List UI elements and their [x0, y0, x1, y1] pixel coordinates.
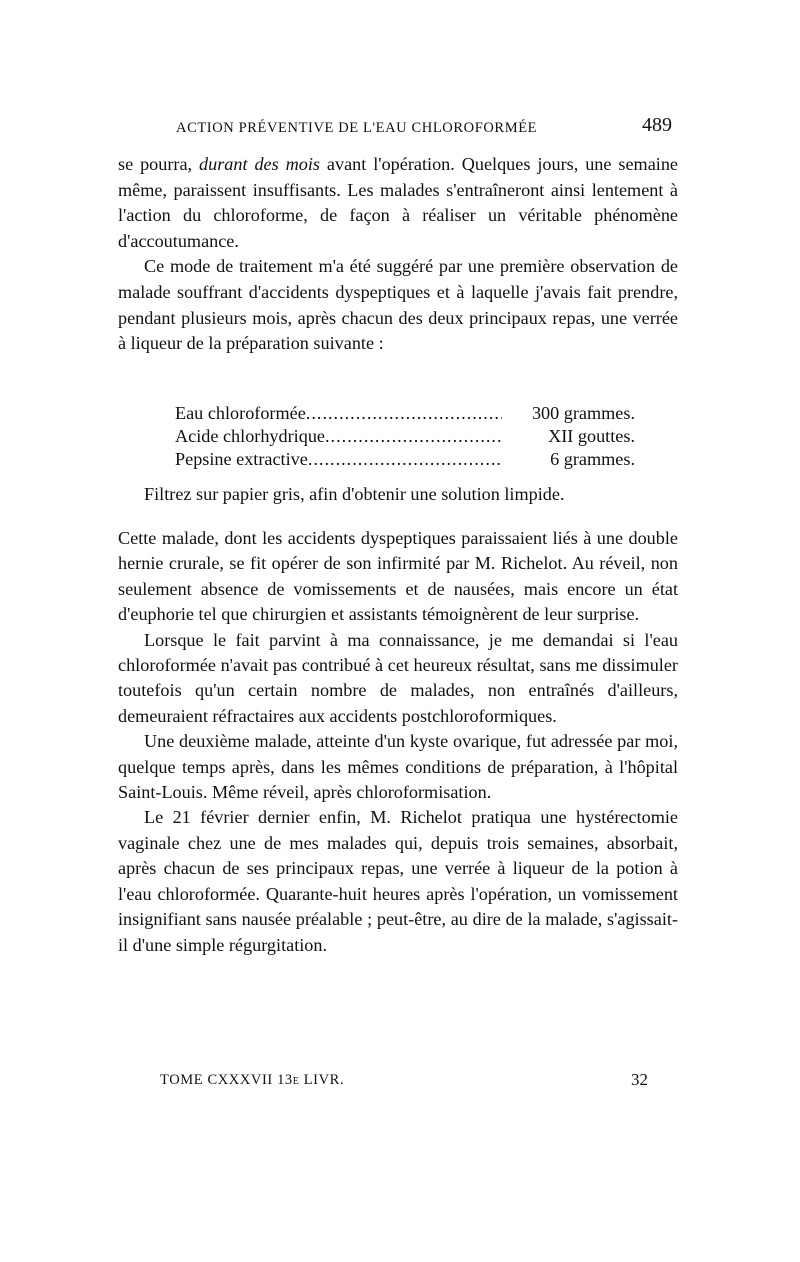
- leader-dots: [306, 402, 502, 425]
- prescription-item: [175, 425, 635, 448]
- paragraph: Cette malade, dont les accidents dyspeptiques paraissaient liés à une double hernie crurale, se fit opérer de son infirmité par M. Richelot. Au réveil, non seulement absence de vomissements et de nausées, mais encore un état d'euphorie tel que chirurgien et assistants témoignèrent de leur surprise.: [118, 528, 678, 625]
- running-title: ACTION PRÉVENTIVE DE L'EAU CHLOROFORMÉE: [176, 120, 538, 136]
- sheet-number: 32: [631, 1070, 648, 1089]
- leader-dots: [308, 448, 502, 471]
- ingredient-quantity: XII gouttes.: [548, 426, 635, 446]
- page-number: 489: [642, 114, 672, 136]
- paragraph: Ce mode de traitement m'a été suggéré par une première observation de malade souffrant d'accidents dyspeptiques et à laquelle j'avais fait prendre, pendant plusieurs mois, après chacun des deux principaux repas, une verrée à liqueur de la préparation suivante :: [118, 256, 678, 354]
- ingredient-quantity: 300 grammes.: [531, 403, 635, 423]
- page-footer: [160, 1072, 660, 1096]
- paragraph: Le 21 février dernier enfin, M. Richelot pratiqua une hystérectomie vaginale chez une de mes malades qui, depuis trois semaines, absorbait, après chacun de ses principaux repas, une verrée à liqueur de la potion à l'eau chloroformée. Quarante-huit heures après l'opération, un vomissement insignifiant sans nausée préalable ; peut-être, au dire de la malade, s'agissait-il d'une simple régurgitation.: [118, 807, 678, 955]
- ingredient-quantity: 6 grammes.: [550, 449, 635, 469]
- paragraph: Une deuxième malade, atteinte d'un kyste ovarique, fut adressée par moi, quelque temps après, dans les mêmes conditions de préparation, à l'hôpital Saint-Louis. Même réveil, après chloroformisation.: [118, 731, 678, 803]
- paragraph: Lorsque le fait parvint à ma connaissance, je me demandai si l'eau chloroformée n'avait pas contribué à cet heureux résultat, sans me dissimuler toutefois qu'un certain nombre de malades, non entraînés d'ailleurs, demeuraient réfractaires aux accidents postchloroformiques.: [118, 629, 678, 726]
- signature-mark: TOME CXXXVII 13e LIVR.: [160, 1072, 345, 1088]
- paragraph-lead: se pourra,: [118, 154, 200, 174]
- paragraph: [118, 152, 678, 254]
- ingredient-name: Pepsine extractive: [175, 449, 308, 469]
- filter-instruction: Filtrez sur papier gris, afin d'obtenir une solution limpide.: [144, 484, 565, 504]
- body-text-bottom: [118, 526, 678, 958]
- emphasis: durant des mois: [199, 154, 320, 174]
- prescription-item: [175, 402, 635, 425]
- ingredient-name: Acide chlorhydrique: [175, 426, 325, 446]
- page-header: [118, 114, 678, 144]
- leader-dots: [325, 425, 502, 448]
- body-text-top: [118, 152, 678, 357]
- paragraph-rest: avant l'opération. Quelques jours, une semaine même, paraissent insuffisants. Les malades s'entraîneront ainsi lentement à l'action du chloroforme, de façon à réaliser un véritable phénomène d'accoutumance.: [118, 154, 678, 251]
- ingredient-name: Eau chloroformée: [175, 403, 306, 423]
- prescription-item: [175, 448, 635, 471]
- prescription-list: [175, 402, 635, 471]
